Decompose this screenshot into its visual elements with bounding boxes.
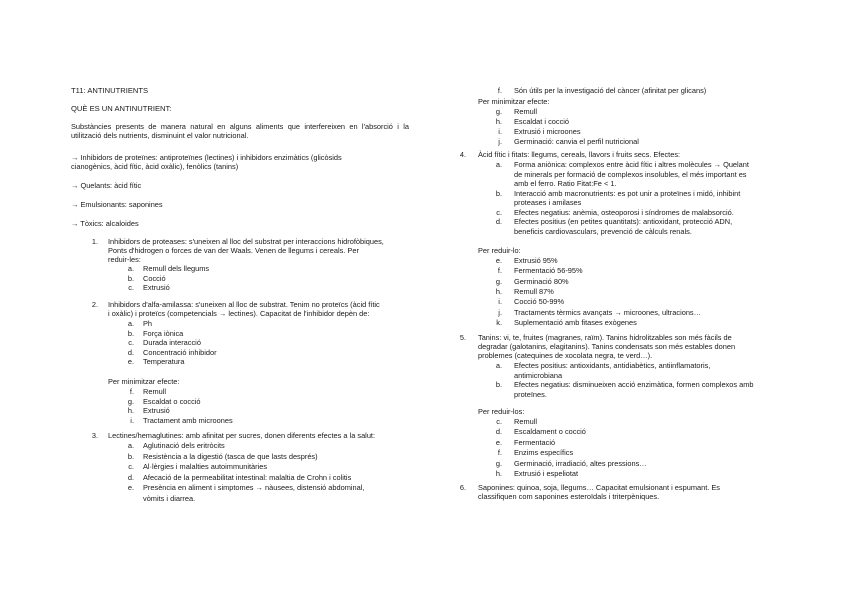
list-marker: f.: [497, 448, 502, 458]
list-marker: f.: [497, 86, 502, 95]
section-4-line: Àcid fític i fitats: llegums, cereals, llavors i fruits secs. Efectes:: [478, 150, 681, 159]
list-marker: i.: [498, 297, 502, 307]
section-number: 6.: [459, 483, 466, 492]
list-marker: h.: [495, 117, 502, 126]
list-marker: j.: [498, 307, 502, 317]
list-item-text: Efectes positius (en petites quantitats): antioxidant, protecció ADN,: [514, 217, 733, 226]
list-item-text: Resistència a la digestió (tasca de que lasts després): [143, 451, 318, 461]
section-number: 2.: [91, 300, 98, 309]
list-item-text: Efectes negatius: disminueixen acció enzimàtica, formen complexos amb: [514, 380, 754, 390]
section-6-line: Saponines: quinoa, soja, llegums… Capacitat emulsionant i espumant. Es: [478, 483, 720, 492]
list-marker: f.: [129, 387, 134, 396]
list-item-text: Fermentació 56-95%: [514, 266, 583, 276]
list-item-text: de minerals per formació de complexos insolubles, el més important es: [514, 169, 747, 179]
list-marker: a.: [127, 319, 134, 328]
list-marker: g.: [495, 458, 502, 468]
list-item-text: Temperatura: [143, 357, 185, 367]
list-marker: g.: [127, 396, 134, 406]
list-item-text: Extrusió 95%: [514, 256, 558, 265]
section-5-line: degradar (galotanins, elagitanins). Tanins condensats son més estables donen: [478, 342, 736, 351]
section-5-line: problemes (catequines de xocolata negra, te verd…).: [478, 351, 653, 360]
list-item-text: Cocció 50-99%: [514, 297, 565, 307]
section-6-line: classifiquen com saponines esteroïdals i triterpèniques.: [478, 492, 660, 501]
list-marker: i.: [130, 415, 134, 425]
list-item-text: Són útils per la investigació del càncer (afinitat per glicans): [514, 86, 707, 95]
list-item-text: Germinació, irradiació, altes pressions…: [514, 458, 647, 468]
list-marker: d.: [495, 217, 502, 226]
section-number: 3.: [91, 431, 98, 440]
list-item-text: Efectes negatius: anèmia, osteoporosi i síndromes de malabsorció.: [514, 207, 734, 217]
list-marker: c.: [128, 283, 134, 293]
list-item-text: proteases i amilases: [514, 198, 582, 207]
section-1-line: Ponts d'hidrogen o forces de van der Waals. Venen de llegums i cereals. Per: [108, 246, 359, 255]
section-number: 4.: [459, 150, 466, 159]
list-item-text: amb el ferro. Ratio Fitat:Fe < 1.: [514, 179, 617, 188]
bullet-protein-inhibitors-cont: cianogènics, àcid fític, àcid oxàlic), fenòlics (tanins): [71, 162, 239, 171]
list-item-text: Efectes positius: antioxidants, antidiabètics, antiinflamatoris,: [514, 361, 711, 370]
list-item-text: Al·lèrgies i malalties autoimmunitàries: [143, 462, 268, 472]
section-3-line: Lectines/hemaglutines: amb afinitat per sucres, donen diferents efectes a la salut:: [108, 431, 376, 440]
list-marker: b.: [127, 328, 134, 338]
section-1-line: reduir-les:: [108, 255, 141, 264]
list-marker: d.: [127, 347, 134, 357]
list-item-text: Extrusió i microones: [514, 127, 581, 136]
bullet-toxics: → Tòxics: alcaloides: [71, 219, 139, 228]
list-marker: e.: [495, 437, 502, 447]
list-item-text: Suplementació amb fitases exògenes: [514, 317, 637, 327]
bullet-protein-inhibitors: → Inhibidors de proteïnes: antiproteïnes (lectines) i inhibidors enzimàtics (glicòsids: [71, 153, 342, 162]
reduce-label: Per reduir-lo:: [478, 246, 521, 255]
bullet-emulsifiers: → Emulsionants: saponines: [71, 200, 163, 209]
minimize-label: Per minimitzar efecte:: [108, 377, 180, 386]
list-marker: f.: [497, 266, 502, 276]
list-item-text: Remull 87%: [514, 286, 554, 296]
list-marker: g.: [495, 107, 502, 116]
list-item-text: Fermentació: [514, 437, 556, 447]
list-item-text: Presència en aliment i simptomes → nàusees, distensió abdominal,: [143, 483, 365, 493]
list-item-text: Remull: [514, 107, 537, 116]
list-marker: a.: [127, 264, 134, 273]
list-marker: g.: [495, 276, 502, 286]
list-marker: d.: [127, 472, 134, 482]
list-item-text: Concentració inhibidor: [143, 347, 217, 357]
list-item-text: Germinació: canvia el perfil nutricional: [514, 137, 639, 146]
section-number: 1.: [91, 237, 98, 246]
list-marker: b.: [495, 380, 502, 390]
list-item-text: Ph: [143, 319, 153, 328]
list-item-text: Extrusió: [143, 406, 170, 416]
list-item-text: Escaldat i cocció: [514, 117, 570, 126]
section-1-line: Inhibidors de proteases: s'uneixen al lloc del substrat per interaccions hidrofòbiques,: [108, 237, 384, 246]
list-marker: e.: [495, 256, 502, 265]
list-item-text: Escaldat o cocció: [143, 396, 201, 406]
list-marker: h.: [127, 406, 134, 416]
list-marker: a.: [127, 441, 134, 450]
list-item-text: Enzims específics: [514, 448, 574, 458]
bullet-chelators: → Quelants: àcid fític: [71, 181, 142, 190]
list-marker: d.: [495, 427, 502, 437]
list-item-text: antimicrobiana: [514, 370, 563, 380]
list-marker: b.: [495, 188, 502, 198]
list-marker: i.: [498, 127, 502, 136]
minimize-label: Per minimitzar efecte:: [478, 97, 550, 106]
list-marker: a.: [495, 361, 502, 370]
list-item-text: Extrusió i espeliotat: [514, 469, 579, 478]
list-item-text: Remull: [514, 417, 537, 426]
list-item-text: Durada interacció: [143, 338, 201, 348]
reduce-label: Per reduir-los:: [478, 407, 525, 416]
list-item-text: Extrusió: [143, 283, 170, 293]
list-marker: b.: [127, 273, 134, 283]
document-title: T11: ANTINUTRIENTS: [71, 86, 149, 95]
list-item-text: Força iònica: [143, 328, 184, 338]
list-item-text: Forma aniònica: complexos entre àcid fític i altres molècules → Quelant: [514, 160, 749, 169]
list-marker: c.: [128, 338, 134, 348]
list-item-text: Germinació 80%: [514, 276, 569, 286]
list-item-text: Tractament amb microones: [143, 415, 233, 425]
section-number: 5.: [459, 333, 466, 342]
list-marker: c.: [496, 207, 502, 217]
list-marker: e.: [127, 483, 134, 493]
list-item-text: Aglutinació dels eritròcits: [143, 441, 225, 450]
list-item-text: Afecació de la permeabilitat intestinal: malaltia de Crohn i colitis: [143, 472, 352, 482]
list-marker: b.: [127, 451, 134, 461]
list-marker: k.: [496, 317, 502, 327]
list-marker: c.: [496, 417, 502, 426]
list-marker: a.: [495, 160, 502, 169]
section-2-line: Inhibidors d'alfa-amilassa: s'uneixen al lloc de substrat. Tenim no proteïcs (àcid fític: [108, 300, 380, 309]
list-item-text: Remull dels llegums: [143, 264, 210, 273]
list-item-text: Remull: [143, 387, 166, 396]
list-marker: j.: [498, 137, 502, 146]
list-marker: e.: [127, 357, 134, 367]
list-item-text: beneficis cardiovasculars, prevenció de càlculs renals.: [514, 226, 692, 236]
list-item-text: proteïnes.: [514, 389, 547, 399]
list-item-text: Tractaments tèrmics avançats → microones, ultracions…: [514, 307, 702, 317]
list-item-text: Cocció: [143, 273, 166, 283]
section-3-list-cont: vòmits i diarrea.: [143, 494, 196, 503]
list-marker: h.: [495, 469, 502, 478]
section-2-line: i oxàlic) i proteïcs (competencials → lectines). Capacitat de l'inhibidor depèn de:: [108, 309, 370, 318]
section-5-line: Tanins: vi, te, fruites (magranes, raïm). Tanins hidrolitzables son més fàcils de: [478, 333, 732, 342]
list-item-text: Escaldament o cocció: [514, 427, 586, 437]
list-marker: c.: [128, 462, 134, 472]
list-marker: h.: [495, 286, 502, 296]
definition-paragraph: Substàncies presents de manera natural en alguns aliments que interfereixen en l'absorció i la utilització dels nutrients, disminuint el valor nutricional.: [71, 122, 409, 141]
section-heading: QUÈ ES UN ANTINUTRIENT:: [71, 104, 172, 113]
list-item-text: Interacció amb macronutrients: es pot unir a proteïnes i midó, inhibint: [514, 188, 741, 198]
